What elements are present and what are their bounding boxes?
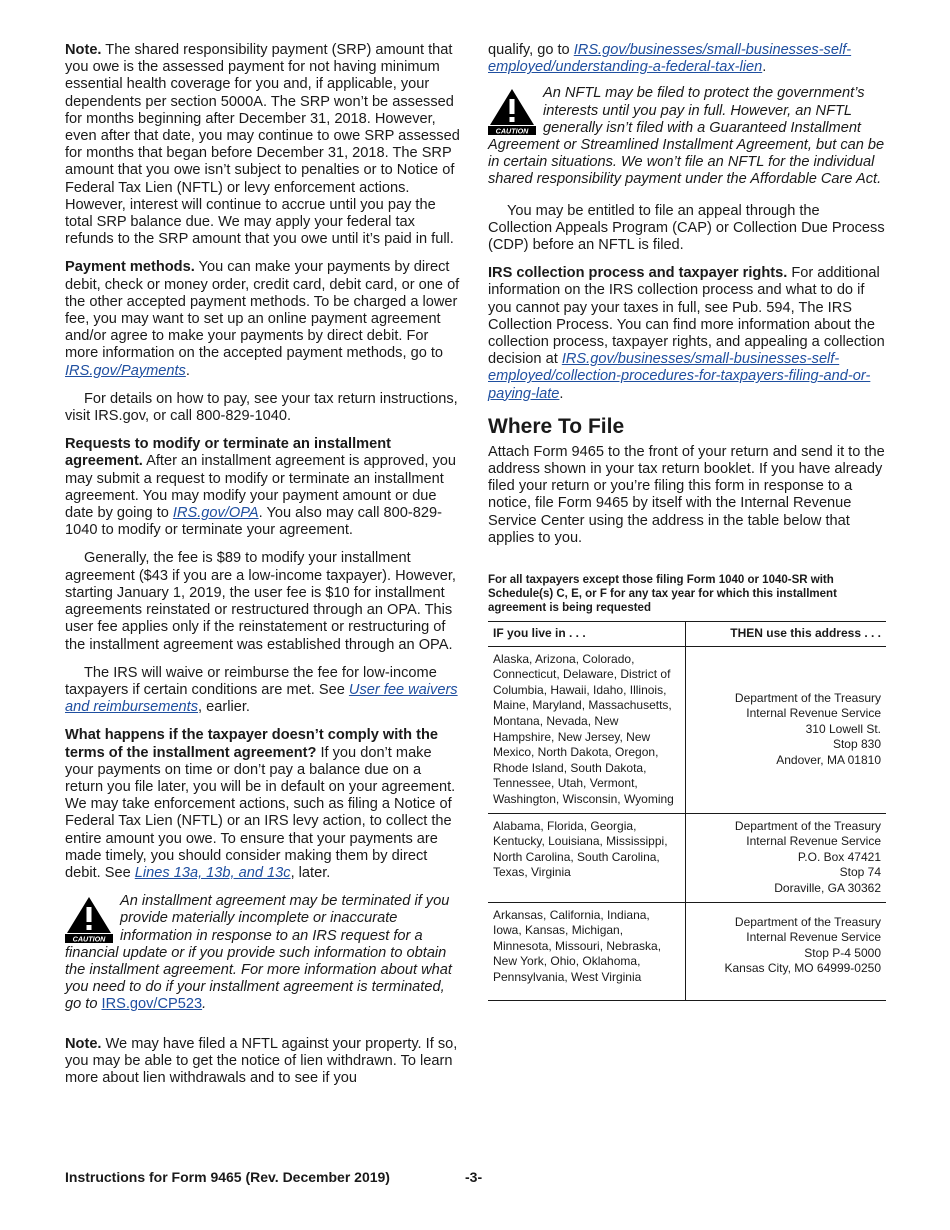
note-paragraph: Note. The shared responsibility payment (SRP) amount that you owe is the assessed payment for not having minimum essential health coverage for you and, if applicable, your dependents per section 5000A. The SRP won’t be assessed for months beginning after December 31, 2018. However, even after that date, you may continue to owe SRP assessed for months that began before December 31, 2018. The SRP amount that you owe isn’t subject to penalties or to Notice of Federal Tax Lien (NFTL) or levy enforcement actions. However, interest will continue to accrue until you pay the total SRP balance due. We may apply your federal tax refunds to the SRP amount that you owe until it’s paid in full.	[65, 42, 460, 248]
irs-payments-link[interactable]: IRS.gov/Payments	[65, 362, 186, 379]
caution-label: CAUTION	[495, 126, 529, 136]
address-cell: Department of the Treasury Internal Revenue Service 310 Lowell St. Stop 830 Andover, MA 01810	[686, 646, 887, 813]
left-column	[65, 42, 461, 1087]
page-number: -3-	[465, 1169, 483, 1185]
user-fee-waivers-link[interactable]: User fee waivers and reimbursements	[65, 681, 458, 716]
federal-tax-lien-link[interactable]: IRS.gov/businesses/small-businesses-self-employed/understanding-a-federal-tax-lien	[488, 42, 852, 76]
caution-note-termination: CAUTION An installment agreement may be terminated if you provide materially incomplete or inaccurate information in response to an IRS request for a financial update or if you provide such information to obtain the installment agreement. For more information about what you need to do if your installment agreement is terminated, go to IRS.gov/CP523.	[65, 893, 452, 1013]
states-cell: Arkansas, California, Indiana, Iowa, Kansas, Michigan, Minnesota, Missouri, Nebraska, New York, Ohio, Oklahoma, Pennsylvania, West Virginia	[488, 902, 686, 1000]
noncompliance-paragraph: What happens if the taxpayer doesn’t comply with the terms of the installment agreement? If you don’t make your payments on time or don’t pay a balance due on a return you file later, you will be in default on your agreement. We may take enforcement actions, such as filing a Notice of Federal Tax Lien (NFTL) or an IRS levy action, to collect the entire amount you owe. To ensure that your payments are made timely, you should consider making them by direct debit. See Lines 13a, 13b, and 13c, later.	[65, 727, 456, 881]
lien-note-paragraph: Note. We may have filed a NFTL against your property. If so, you may be able to get the notice of lien withdrawn. To learn more about lien withdrawals and to see if you	[65, 1035, 458, 1086]
states-cell: Alaska, Arizona, Colorado, Connecticut, Delaware, District of Columbia, Hawaii, Idaho, Illinois, Maine, Maryland, Massachusetts, Montana, Nevada, New Hampshire, New Jersey, New Mexico, North Dakota, Oregon, Rhode Island, South Dakota, Tennessee, Utah, Vermont, Washington, Wisconsin, Wyoming	[488, 646, 686, 813]
table-row	[488, 902, 886, 1000]
footer-title: Instructions for Form 9465 (Rev. December 2019)	[65, 1169, 390, 1185]
collection-process-paragraph: IRS collection process and taxpayer rights. For additional information on the IRS collection process and what to do if you cannot pay your taxes in full, see Pub. 594, The IRS Collection Process. You can find more information about the collection process, taxpayer rights, and appealing a collection decision at IRS.gov/businesses/small-businesses-self-employed/collection-procedures-for-taxpayers-filing-and-or-paying-late.	[488, 265, 885, 402]
address-cell: Department of the Treasury Internal Revenue Service Stop P-4 5000 Kansas City, MO 64999-0250	[686, 902, 887, 1000]
caution-icon	[488, 87, 536, 135]
col-header-state: IF you live in . . .	[488, 622, 686, 647]
filing-address-table	[488, 621, 886, 1000]
table-caption: For all taxpayers except those filing Form 1040 or 1040-SR with Schedule(s) C, E, or F for any tax year for which this installment agreement is being requested	[488, 574, 837, 615]
table-row	[488, 646, 886, 813]
collection-procedures-link[interactable]: IRS.gov/businesses/small-businesses-self-employed/collection-procedures-for-taxpayers-filing-and-or-paying-late	[488, 351, 871, 402]
where-to-file-heading: Where To File	[488, 414, 625, 438]
appeal-paragraph: You may be entitled to file an appeal through the Collection Appeals Program (CAP) or Collection Due Process (CDP) before an NFTL is filed.	[488, 202, 885, 254]
caution-icon	[65, 895, 113, 943]
right-column	[488, 42, 886, 1001]
caution-note-nftl: CAUTION An NFTL may be filed to protect the government’s interests until you pay in full. However, an NFTL generally isn’t filed with a Guaranteed Installment Agreement or Streamlined Installment Agreement, but can be in certain situations. We won’t file an NFTL for the individual shared responsibility payment under the Affordable Care Act.	[488, 85, 885, 188]
lines-13-link[interactable]: Lines 13a, 13b, and 13c	[134, 864, 291, 881]
fee-paragraph: Generally, the fee is $89 to modify your installment agreement ($43 if you are a low-income taxpayer). However, starting January 1, 2019, the user fee is $10 for installment agreements reinstated or restructured through an OPA. This user fee applies only if the reinstatement or restructuring of the installment agreement was established through an OPA.	[65, 550, 456, 653]
attach-form-paragraph: Attach Form 9465 to the front of your return and send it to the address shown in your tax return booklet. If you have already filed your return or you’re filing this form in response to a notice, file Form 9465 by itself with the Internal Revenue Service Center using the address in the table below that applies to you.	[488, 443, 885, 546]
caution-label: CAUTION	[72, 934, 106, 944]
table-header-row	[488, 622, 886, 647]
modify-agreement-paragraph: Requests to modify or terminate an installment agreement. After an installment agreement is approved, you may submit a request to modify or terminate an installment agreement. You may modify your payment amount or due date by going to IRS.gov/OPA. You also may call 800-829-1040 to modify or terminate your agreement.	[65, 436, 457, 539]
waive-fee-paragraph: The IRS will waive or reimburse the fee for low-income taxpayers if certain conditions are met. See User fee waivers and reimbursements, earlier.	[65, 664, 458, 716]
qualify-paragraph: qualify, go to IRS.gov/businesses/small-businesses-self-employed/understanding-a-federal-tax-lien.	[488, 42, 852, 76]
states-cell: Alabama, Florida, Georgia, Kentucky, Louisiana, Mississippi, North Carolina, South Carolina, Texas, Virginia	[488, 813, 686, 902]
page-footer	[65, 1169, 886, 1185]
payment-methods-paragraph: Payment methods. You can make your payments by direct debit, check or money order, credit card, debit card, or one of the other accepted payment methods. To be charged a lower fee, you may want to set up an online payment agreement and/or agree to make your payments by direct debit. For more information on the accepted payment methods, go to IRS.gov/Payments.	[65, 259, 460, 379]
irs-cp523-link[interactable]: IRS.gov/CP523	[101, 996, 203, 1013]
address-cell: Department of the Treasury Internal Revenue Service P.O. Box 47421 Stop 74 Doraville, GA 30362	[686, 813, 887, 902]
col-header-address: THEN use this address . . .	[686, 622, 887, 647]
details-paragraph: For details on how to pay, see your tax return instructions, visit IRS.gov, or call 800-829-1040.	[65, 390, 458, 425]
irs-opa-link[interactable]: IRS.gov/OPA	[172, 505, 259, 522]
table-row	[488, 813, 886, 902]
